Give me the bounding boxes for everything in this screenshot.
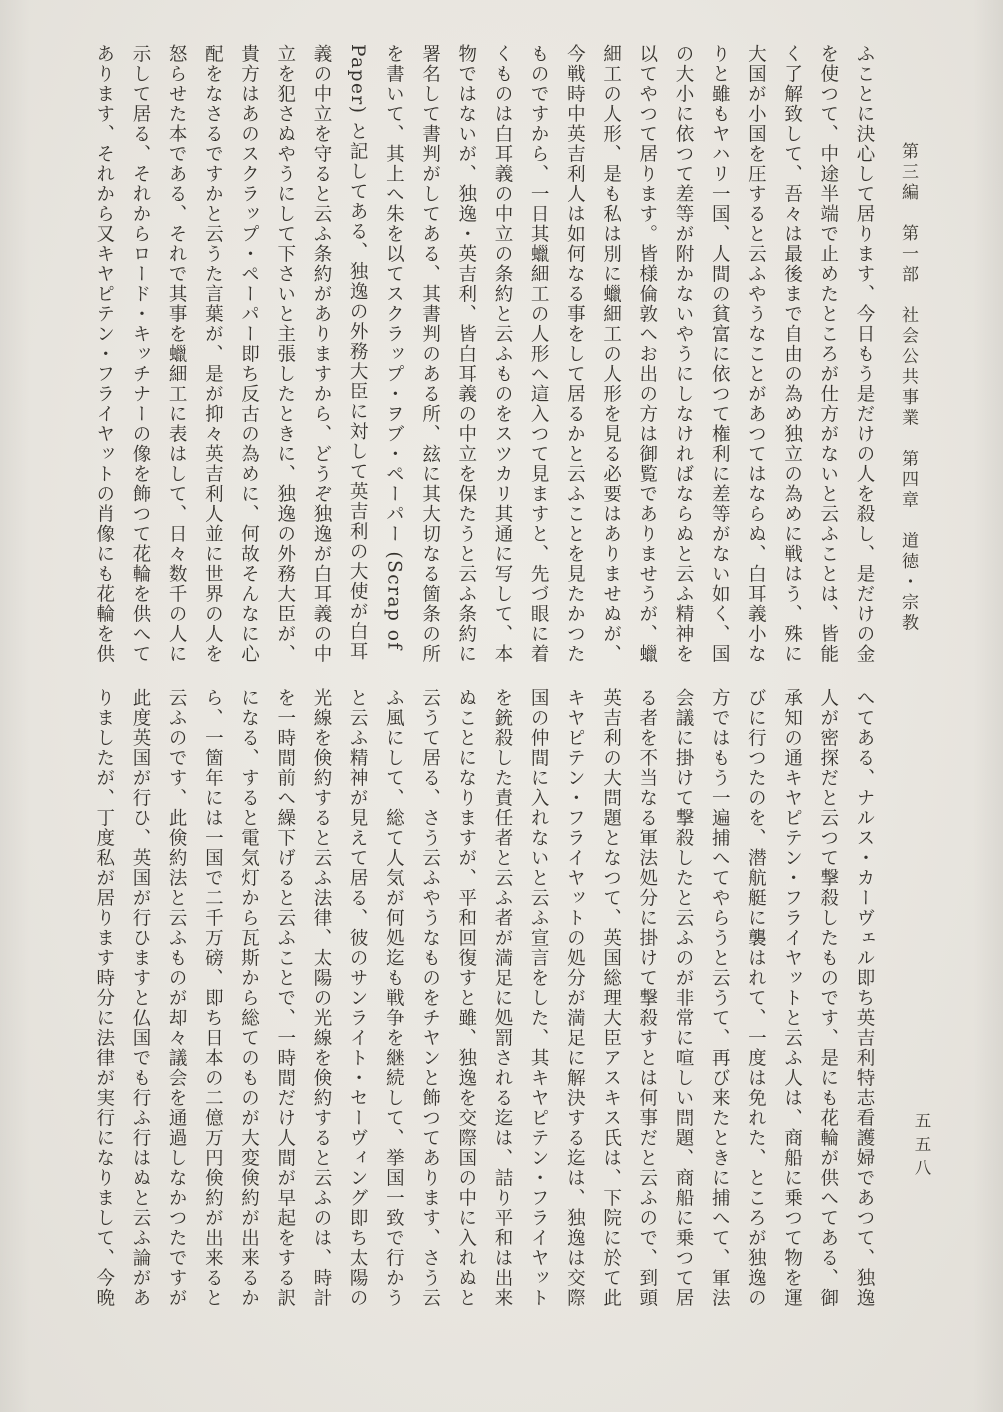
text-column: Paper) と記してある、独逸の外務大臣に対して英吉利の大使が白耳 xyxy=(347,44,369,662)
text-column: 云ふのです、此倹約法と云ふものが却々議会を通過しなかつたですが xyxy=(166,688,188,1308)
paragraph-bottom xyxy=(85,688,882,1310)
text-column: へてある、ナルス・カーヴェル即ち英吉利特志看護婦であつて、独逸 xyxy=(854,688,875,1308)
text-column: キヤピテン・フライヤットの処分が満足に解決する迄は、独逸は交際 xyxy=(564,688,586,1308)
text-column: 以てやつて居ります。皆様倫敦へお出の方は御覧でありませうが、蠟 xyxy=(636,44,658,664)
text-column: 義の中立を守ると云ふ条約がありますから、どうぞ独逸が白耳義の中 xyxy=(310,44,332,664)
text-column: 承知の通キヤピテン・フライヤットと云ふ人は、商船に乗つて物を運 xyxy=(781,688,803,1308)
text-column: 今戦時中英吉利人は如何なる事をして居るかと云ふことを見たかつた xyxy=(564,44,586,664)
text-column: あります、それから又キヤピテン・フライヤットの肖像にも花輪を供 xyxy=(93,44,115,664)
text-column: を一時間前へ繰下げると云ふことで、一時間だけ人間が早起をする訳 xyxy=(274,688,296,1308)
text-column: 方ではもう一遍捕へてやらうと云うて、再び来たときに捕へて、軍法 xyxy=(709,688,731,1308)
text-column: になる、すると電気灯から瓦斯から総てのものが大変倹約が出来るか xyxy=(238,688,260,1308)
text-column: ら、一箇年には一国で二千万磅、即ち日本の二億万円倹約が出来ると xyxy=(202,688,224,1308)
text-column: ものですから、一日其蠟細工の人形へ這入つて見ますと、先づ眼に着 xyxy=(528,44,550,664)
text-column: りましたが、丁度私が居ります時分に法律が実行になりまして、今晩 xyxy=(93,688,115,1308)
text-column: ふことに決心して居ります、今日もう是だけの人を殺し、是だけの金 xyxy=(854,44,875,664)
text-column: 大国が小国を圧すると云ふやうなことがあつてはならぬ、白耳義小な xyxy=(745,44,767,664)
text-column: る者を不当なる軍法処分に掛けて撃殺すとは何事だと云ふので、到頭 xyxy=(636,688,658,1308)
text-column: の大小に依つて差等が附かないやうにしなければならぬと云ふ精神を xyxy=(672,44,694,664)
text-column: 立を犯さぬやうにして下さいと主張したときに、独逸の外務大臣が、 xyxy=(274,44,296,664)
text-column: を使つて、中途半端で止めたところが仕方がないと云ふことは、皆能 xyxy=(817,44,839,664)
text-column: くものは白耳義の中立の条約と云ふものをスツカリ其通に写して、本 xyxy=(491,44,513,664)
text-column: 此度英国が行ひ、英国が行ひますと仏国でも行ふ行はぬと云ふ論があ xyxy=(129,688,151,1308)
text-column: と云ふ精神が見えて居る、彼のサンライト・セーヴィング即ち太陽の xyxy=(347,688,369,1308)
text-column: 英吉利の大問題となつて、英国総理大臣アスキス氏は、下院に於て此 xyxy=(600,688,622,1308)
text-column: ふ風にして、総て人気が何処迄も戦争を継続して、挙国一致で行かう xyxy=(383,688,405,1308)
text-column: ぬことになりますが、平和回復すと雖、独逸を交際国の中に入れぬと xyxy=(455,688,477,1308)
page-number: 五五八 xyxy=(912,1112,931,1183)
text-column: 示して居る、それからロード・キッチナーの像を飾つて花輪を供へて xyxy=(129,44,151,664)
text-column: 細工の人形、是も私は別に蠟細工の人形を見る必要はありませぬが、 xyxy=(600,44,622,664)
text-column: 云うて居る、さう云ふやうなものをチヤンと飾つてあります、さう云 xyxy=(419,688,441,1308)
text-column: 光線を倹約すると云ふ法律、太陽の光線を倹約すると云ふのは、時計 xyxy=(310,688,332,1308)
paragraph-top xyxy=(85,44,882,666)
text-column: 物ではないが、独逸・英吉利、皆白耳義の中立を保たうと云ふ条約に xyxy=(455,44,477,664)
text-column: 人が密探だと云つて撃殺したものです、是にも花輪が供へてある、御 xyxy=(817,688,839,1308)
text-column: 会議に掛けて撃殺したと云ふのが非常に喧しい問題、商船に乗つて居 xyxy=(672,688,694,1308)
text-column: く了解致して、吾々は最後まで自由の為め独立の為めに戦はう、殊に xyxy=(781,44,803,664)
text-column: を銃殺した責任者と云ふ者が満足に処罰される迄は、詰り平和は出来 xyxy=(491,688,513,1308)
text-column: 貴方はあのスクラップ・ペーパー即ち反古の為めに、何故そんなに心 xyxy=(238,44,260,664)
running-header: 第三編 第一部 社会公共事業 第四章 道徳・宗教 xyxy=(898,142,918,634)
text-column: 国の仲間に入れないと云ふ宣言をした、其キヤピテン・フライヤット xyxy=(528,688,550,1308)
text-column: 署名して書判がしてある、其書判のある所、玆に其大切なる箇条の所 xyxy=(419,44,441,664)
text-column: りと雖もヤハリ一国、人間の貧富に依つて権利に差等がない如く、国 xyxy=(709,44,731,664)
text-column: 怒らせた本である、それで其事を蠟細工に表はして、日々数千の人に xyxy=(166,44,188,664)
text-column: びに行つたのを、潜航艇に襲はれて、一度は免れた、ところが独逸の xyxy=(745,688,767,1308)
text-column: 配をなさるですかと云うた言葉が、是が抑々英吉利人並に世界の人を xyxy=(202,44,224,664)
text-column: を書いて、其上へ朱を以てスクラップ・ヲブ・ペーパー (Scrap of xyxy=(383,44,405,651)
